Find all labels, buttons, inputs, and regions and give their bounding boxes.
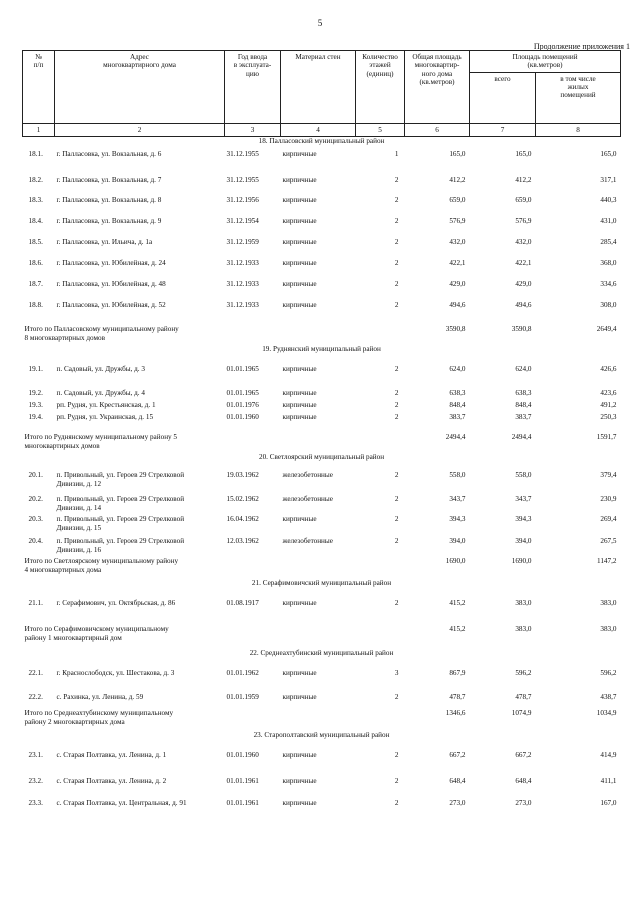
address-cell: п. Садовый, ул. Дружбы, д. 3 bbox=[56, 365, 145, 374]
floors-cell: 2 bbox=[394, 777, 399, 786]
total-area-value: 1690,0 bbox=[445, 557, 466, 566]
table-row bbox=[23, 389, 621, 401]
column-number: 1 bbox=[23, 123, 55, 136]
header-row bbox=[23, 51, 621, 73]
all-area-value: 1690,0 bbox=[511, 557, 532, 566]
all-area-cell: 429,0 bbox=[515, 280, 532, 289]
residential-area-cell: 250,3 bbox=[600, 413, 617, 422]
material-cell: кирпичные bbox=[282, 217, 317, 226]
row-number: 18.2. bbox=[28, 176, 43, 185]
material-cell: кирпичные bbox=[282, 280, 317, 289]
residential-area-value: 1591,7 bbox=[596, 433, 617, 442]
all-area-cell: 394,3 bbox=[515, 515, 532, 524]
address-cell: рп. Рудня, ул. Крестьянская, д. 1 bbox=[56, 401, 156, 410]
address-cell: п. Привольный, ул. Героев 29 Стрелковой Дивизии, д. 16 bbox=[56, 537, 185, 554]
material-cell: кирпичные bbox=[282, 799, 317, 808]
year-cell: 01.01.1976 bbox=[226, 401, 259, 410]
total-area-cell: 558,0 bbox=[449, 471, 466, 480]
address-cell: п. Садовый, ул. Дружбы, д. 4 bbox=[56, 389, 145, 398]
row-number: 19.4. bbox=[28, 413, 43, 422]
address-cell: г. Палласовка, ул. Юбилейная, д. 52 bbox=[56, 301, 166, 310]
row-number: 18.1. bbox=[28, 150, 43, 159]
row-number: 18.6. bbox=[28, 259, 43, 268]
residential-area-cell: 431,0 bbox=[600, 217, 617, 226]
row-number: 19.3. bbox=[28, 401, 43, 410]
region-row bbox=[23, 731, 621, 751]
total-area-cell: 478,7 bbox=[449, 693, 466, 702]
address-cell: г. Палласовка, ул. Ильича, д. 1а bbox=[56, 238, 153, 247]
table-row bbox=[23, 751, 621, 777]
floors-cell: 2 bbox=[394, 693, 399, 702]
floors-cell: 2 bbox=[394, 280, 399, 289]
table-row bbox=[23, 176, 621, 196]
total-row bbox=[23, 325, 621, 345]
all-area-cell: 432,0 bbox=[515, 238, 532, 247]
address-cell: с. Старая Полтавка, ул. Ленина, д. 1 bbox=[56, 751, 167, 760]
material-cell: кирпичные bbox=[282, 301, 317, 310]
residential-area-value: 1147,2 bbox=[597, 557, 617, 566]
residential-area-cell: 165,0 bbox=[600, 150, 617, 159]
row-number: 23.1. bbox=[28, 751, 43, 760]
material-cell: железобетонные bbox=[282, 495, 333, 504]
year-cell: 01.01.1965 bbox=[226, 389, 259, 398]
row-number: 23.2. bbox=[28, 777, 43, 786]
total-row bbox=[23, 557, 621, 579]
table-row bbox=[23, 280, 621, 301]
all-area-value: 2494,4 bbox=[511, 433, 532, 442]
material-cell: кирпичные bbox=[282, 259, 317, 268]
total-label: Итого по Руднянскому муниципальному району 5 многоквартирных домов bbox=[24, 433, 178, 450]
all-area-cell: 394,0 bbox=[515, 537, 532, 546]
column-number: 5 bbox=[356, 123, 405, 136]
year-cell: 01.01.1961 bbox=[226, 777, 259, 786]
total-area-cell: 667,2 bbox=[449, 751, 466, 760]
address-cell: г. Палласовка, ул. Вокзальная, д. 9 bbox=[56, 217, 162, 226]
region-row bbox=[23, 345, 621, 365]
total-area-value: 415,2 bbox=[449, 625, 466, 634]
total-area-cell: 624,0 bbox=[449, 365, 466, 374]
material-cell: кирпичные bbox=[282, 365, 317, 374]
address-cell: г. Палласовка, ул. Юбилейная, д. 24 bbox=[56, 259, 166, 268]
region-row bbox=[23, 649, 621, 669]
all-area-cell: 412,2 bbox=[515, 176, 532, 185]
row-number: 19.2. bbox=[28, 389, 43, 398]
total-row bbox=[23, 625, 621, 649]
residential-area-cell: 317,1 bbox=[600, 176, 617, 185]
table-row bbox=[23, 799, 621, 813]
region-heading: 20. Светлоярский муниципальный район bbox=[258, 453, 385, 462]
all-area-cell: 648,4 bbox=[515, 777, 532, 786]
row-number: 18.8. bbox=[28, 301, 43, 310]
row-number: 22.1. bbox=[28, 669, 43, 678]
residential-area-cell: 491,2 bbox=[600, 401, 617, 410]
col-premises-area-header: Площадь помещений (кв.метров) bbox=[470, 51, 621, 73]
residential-area-value: 383,0 bbox=[600, 625, 617, 634]
address-cell: п. Привольный, ул. Героев 29 Стрелковой Дивизии, д. 12 bbox=[56, 471, 185, 488]
residential-area-cell: 426,6 bbox=[600, 365, 617, 374]
table-row bbox=[23, 495, 621, 515]
all-area-value: 3590,8 bbox=[511, 325, 532, 334]
all-area-value: 1074,9 bbox=[511, 709, 532, 718]
floors-cell: 2 bbox=[394, 599, 399, 608]
region-heading: 21. Серафимовичский муниципальный район bbox=[251, 579, 392, 588]
floors-cell: 2 bbox=[394, 196, 399, 205]
table-row bbox=[23, 301, 621, 325]
table-row bbox=[23, 537, 621, 557]
total-area-cell: 576,9 bbox=[449, 217, 466, 226]
floors-cell: 2 bbox=[394, 401, 399, 410]
all-area-cell: 494,6 bbox=[515, 301, 532, 310]
floors-cell: 2 bbox=[394, 495, 399, 504]
total-label: Итого по Светлоярскому муниципальному району 4 многоквартирных дома bbox=[24, 557, 179, 574]
table-row bbox=[23, 669, 621, 693]
residential-area-cell: 334,6 bbox=[600, 280, 617, 289]
table-row bbox=[23, 401, 621, 413]
total-area-cell: 432,0 bbox=[449, 238, 466, 247]
address-cell: г. Палласовка, ул. Вокзальная, д. 7 bbox=[56, 176, 162, 185]
floors-cell: 2 bbox=[394, 301, 399, 310]
all-area-cell: 638,3 bbox=[515, 389, 532, 398]
floors-cell: 2 bbox=[394, 217, 399, 226]
total-area-cell: 638,3 bbox=[449, 389, 466, 398]
col-num-header: № п/п bbox=[23, 51, 55, 124]
all-area-cell: 558,0 bbox=[515, 471, 532, 480]
material-cell: кирпичные bbox=[282, 413, 317, 422]
col-material-header: Материал стен bbox=[281, 51, 356, 124]
year-cell: 31.12.1955 bbox=[226, 176, 259, 185]
total-area-cell: 412,2 bbox=[449, 176, 466, 185]
table-row bbox=[23, 217, 621, 238]
column-number: 8 bbox=[536, 123, 621, 136]
table-row bbox=[23, 599, 621, 625]
floors-cell: 2 bbox=[394, 751, 399, 760]
region-row bbox=[23, 453, 621, 471]
col-all-header: всего bbox=[470, 72, 536, 123]
table-row bbox=[23, 196, 621, 217]
col-address-header: Адрес многоквартирного дома bbox=[55, 51, 225, 124]
address-cell: г. Палласовка, ул. Вокзальная, д. 8 bbox=[56, 196, 162, 205]
total-area-cell: 415,2 bbox=[449, 599, 466, 608]
material-cell: кирпичные bbox=[282, 669, 317, 678]
all-area-cell: 848,4 bbox=[515, 401, 532, 410]
row-number: 23.3. bbox=[28, 799, 43, 808]
residential-area-cell: 383,0 bbox=[600, 599, 617, 608]
total-area-cell: 648,4 bbox=[449, 777, 466, 786]
all-area-cell: 383,0 bbox=[515, 599, 532, 608]
region-row bbox=[23, 579, 621, 599]
residential-area-cell: 230,9 bbox=[600, 495, 617, 504]
region-row bbox=[23, 136, 621, 150]
year-cell: 31.12.1955 bbox=[226, 150, 259, 159]
col-year-header: Год ввода в эксплуата- цию bbox=[225, 51, 281, 124]
residential-area-cell: 414,9 bbox=[600, 751, 617, 760]
floors-cell: 2 bbox=[394, 799, 399, 808]
floors-cell: 2 bbox=[394, 238, 399, 247]
residential-area-cell: 308,0 bbox=[600, 301, 617, 310]
all-area-cell: 478,7 bbox=[515, 693, 532, 702]
floors-cell: 3 bbox=[394, 669, 399, 678]
row-number: 18.7. bbox=[28, 280, 43, 289]
year-cell: 01.01.1960 bbox=[226, 413, 259, 422]
continuation-note: Продолжение приложения 1 bbox=[533, 42, 630, 51]
column-number: 4 bbox=[281, 123, 356, 136]
page-number: 5 bbox=[317, 18, 323, 28]
floors-cell: 2 bbox=[394, 537, 399, 546]
total-row bbox=[23, 433, 621, 453]
total-area-value: 1346,6 bbox=[445, 709, 466, 718]
total-row bbox=[23, 709, 621, 731]
row-number: 22.2. bbox=[28, 693, 43, 702]
floors-cell: 2 bbox=[394, 176, 399, 185]
total-area-cell: 273,0 bbox=[449, 799, 466, 808]
all-area-value: 383,0 bbox=[515, 625, 532, 634]
total-label: Итого по Палласовскому муниципальному району 8 многоквартирных домов bbox=[24, 325, 179, 342]
year-cell: 01.01.1962 bbox=[226, 669, 259, 678]
year-cell: 31.12.1956 bbox=[226, 196, 259, 205]
address-cell: с. Рахинка, ул. Ленина, д. 59 bbox=[56, 693, 144, 702]
material-cell: железобетонные bbox=[282, 471, 333, 480]
total-label: Итого по Среднеахтубинскому муниципальному району 2 многоквартирных дома bbox=[24, 709, 174, 726]
residential-area-value: 1034,9 bbox=[596, 709, 617, 718]
total-area-cell: 343,7 bbox=[449, 495, 466, 504]
all-area-cell: 343,7 bbox=[515, 495, 532, 504]
all-area-cell: 422,1 bbox=[515, 259, 532, 268]
residential-area-cell: 285,4 bbox=[600, 238, 617, 247]
material-cell: кирпичные bbox=[282, 238, 317, 247]
column-number: 6 bbox=[405, 123, 470, 136]
total-label: Итого по Серафимовичскому муниципальному району 1 многоквартирный дом bbox=[24, 625, 169, 642]
col-floors-header: Количество этажей (единиц) bbox=[356, 51, 405, 124]
col-residential-header: в том числе жилых помещений bbox=[536, 72, 621, 123]
address-cell: г. Краснослободск, ул. Шестакова, д. 3 bbox=[56, 669, 175, 678]
address-cell: г. Палласовка, ул. Вокзальная, д. 6 bbox=[56, 150, 162, 159]
table-row bbox=[23, 365, 621, 389]
total-area-cell: 383,7 bbox=[449, 413, 466, 422]
all-area-cell: 383,7 bbox=[515, 413, 532, 422]
total-area-cell: 494,6 bbox=[449, 301, 466, 310]
all-area-cell: 273,0 bbox=[515, 799, 532, 808]
address-cell: с. Старая Полтавка, ул. Центральная, д. 91 bbox=[56, 799, 187, 808]
residential-area-value: 2649,4 bbox=[596, 325, 617, 334]
year-cell: 16.04.1962 bbox=[226, 515, 259, 524]
year-cell: 31.12.1933 bbox=[226, 301, 259, 310]
floors-cell: 2 bbox=[394, 389, 399, 398]
table-row bbox=[23, 777, 621, 799]
address-cell: п. Привольный, ул. Героев 29 Стрелковой Дивизии, д. 14 bbox=[56, 495, 185, 512]
residential-area-cell: 438,7 bbox=[600, 693, 617, 702]
material-cell: кирпичные bbox=[282, 401, 317, 410]
year-cell: 01.01.1960 bbox=[226, 751, 259, 760]
residential-area-cell: 423,6 bbox=[600, 389, 617, 398]
material-cell: кирпичные bbox=[282, 751, 317, 760]
address-cell: г. Серафимович, ул. Октябрьская, д. 86 bbox=[56, 599, 176, 608]
table-row bbox=[23, 515, 621, 537]
row-number: 20.2. bbox=[28, 495, 43, 504]
row-number: 21.1. bbox=[28, 599, 43, 608]
floors-cell: 2 bbox=[394, 471, 399, 480]
year-cell: 12.03.1962 bbox=[226, 537, 259, 546]
column-number: 3 bbox=[225, 123, 281, 136]
region-heading: 22. Среднеахтубинский муниципальный район bbox=[249, 649, 394, 658]
address-cell: рп. Рудня, ул. Украинская, д. 15 bbox=[56, 413, 154, 422]
all-area-cell: 576,9 bbox=[515, 217, 532, 226]
floors-cell: 2 bbox=[394, 413, 399, 422]
all-area-cell: 659,0 bbox=[515, 196, 532, 205]
year-cell: 31.12.1954 bbox=[226, 217, 259, 226]
table-row bbox=[23, 150, 621, 176]
total-area-cell: 422,1 bbox=[449, 259, 466, 268]
table-row bbox=[23, 471, 621, 495]
address-cell: с. Старая Полтавка, ул. Ленина, д. 2 bbox=[56, 777, 167, 786]
residential-area-cell: 269,4 bbox=[600, 515, 617, 524]
region-heading: 18. Палласовский муниципальный район bbox=[258, 136, 385, 145]
residential-area-cell: 267,5 bbox=[600, 537, 617, 546]
row-number: 18.3. bbox=[28, 196, 43, 205]
total-area-value: 2494,4 bbox=[445, 433, 466, 442]
residential-area-cell: 596,2 bbox=[600, 669, 617, 678]
floors-cell: 1 bbox=[394, 150, 399, 159]
total-area-cell: 429,0 bbox=[449, 280, 466, 289]
total-area-cell: 848,4 bbox=[449, 401, 466, 410]
all-area-cell: 596,2 bbox=[515, 669, 532, 678]
row-number: 18.4. bbox=[28, 217, 43, 226]
column-number: 2 bbox=[55, 123, 225, 136]
all-area-cell: 667,2 bbox=[515, 751, 532, 760]
year-cell: 31.12.1933 bbox=[226, 280, 259, 289]
total-area-value: 3590,8 bbox=[445, 325, 466, 334]
all-area-cell: 165,0 bbox=[515, 150, 532, 159]
floors-cell: 2 bbox=[394, 515, 399, 524]
column-numbers-row bbox=[23, 123, 621, 136]
year-cell: 01.01.1965 bbox=[226, 365, 259, 374]
residential-area-cell: 167,0 bbox=[600, 799, 617, 808]
table-body bbox=[23, 136, 621, 813]
address-cell: г. Палласовка, ул. Юбилейная, д. 48 bbox=[56, 280, 166, 289]
year-cell: 19.03.1962 bbox=[226, 471, 259, 480]
col-total-area-header: Общая площадь многоквартир- ного дома (кв.метров) bbox=[405, 51, 470, 124]
year-cell: 31.12.1959 bbox=[226, 238, 259, 247]
region-heading: 23. Старополтавский муниципальный район bbox=[253, 731, 390, 740]
table-row bbox=[23, 413, 621, 433]
material-cell: кирпичные bbox=[282, 515, 317, 524]
material-cell: кирпичные bbox=[282, 693, 317, 702]
year-cell: 01.01.1961 bbox=[226, 799, 259, 808]
row-number: 19.1. bbox=[28, 365, 43, 374]
row-number: 20.1. bbox=[28, 471, 43, 480]
floors-cell: 2 bbox=[394, 365, 399, 374]
year-cell: 01.08.1917 bbox=[226, 599, 259, 608]
residential-area-cell: 440,3 bbox=[600, 196, 617, 205]
year-cell: 15.02.1962 bbox=[226, 495, 259, 504]
table-row bbox=[23, 238, 621, 259]
year-cell: 01.01.1959 bbox=[226, 693, 259, 702]
material-cell: железобетонные bbox=[282, 537, 333, 546]
address-cell: п. Привольный, ул. Героев 29 Стрелковой Дивизии, д. 15 bbox=[56, 515, 185, 532]
total-area-cell: 659,0 bbox=[449, 196, 466, 205]
all-area-cell: 624,0 bbox=[515, 365, 532, 374]
row-number: 20.4. bbox=[28, 537, 43, 546]
material-cell: кирпичные bbox=[282, 176, 317, 185]
column-number: 7 bbox=[470, 123, 536, 136]
material-cell: кирпичные bbox=[282, 389, 317, 398]
total-area-cell: 867,9 bbox=[449, 669, 466, 678]
row-number: 20.3. bbox=[28, 515, 43, 524]
floors-cell: 2 bbox=[394, 259, 399, 268]
table-row bbox=[23, 693, 621, 709]
total-area-cell: 394,3 bbox=[449, 515, 466, 524]
residential-area-cell: 379,4 bbox=[600, 471, 617, 480]
material-cell: кирпичные bbox=[282, 150, 317, 159]
year-cell: 31.12.1933 bbox=[226, 259, 259, 268]
residential-area-cell: 411,1 bbox=[600, 777, 617, 786]
total-area-cell: 394,0 bbox=[449, 537, 466, 546]
region-heading: 19. Руднянский муниципальный район bbox=[262, 345, 381, 354]
housing-table bbox=[22, 50, 621, 813]
row-number: 18.5. bbox=[28, 238, 43, 247]
material-cell: кирпичные bbox=[282, 777, 317, 786]
material-cell: кирпичные bbox=[282, 599, 317, 608]
material-cell: кирпичные bbox=[282, 196, 317, 205]
total-area-cell: 165,0 bbox=[449, 150, 466, 159]
table-row bbox=[23, 259, 621, 280]
residential-area-cell: 368,0 bbox=[600, 259, 617, 268]
